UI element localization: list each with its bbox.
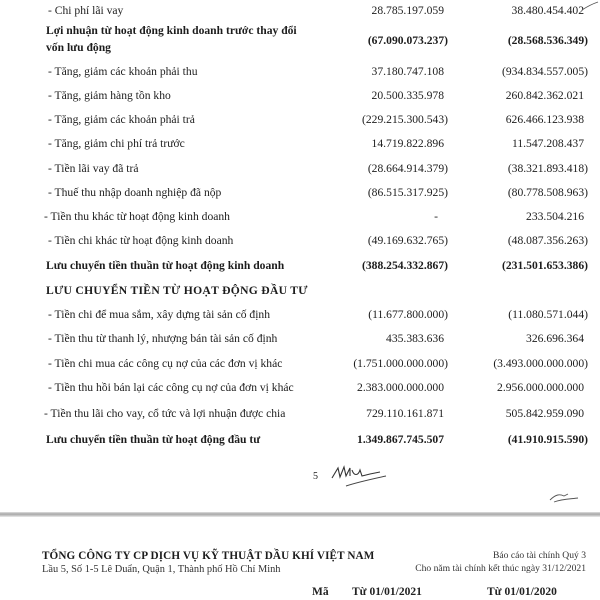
table-row	[0, 63, 600, 81]
table-row	[0, 184, 600, 202]
value-2021: (49.169.632.765)	[367, 234, 448, 247]
company-name: TỔNG CÔNG TY CP DỊCH VỤ KỸ THUẬT DẦU KHÍ VIỆT NAM	[42, 550, 375, 562]
value-2020: (38.321.893.418)	[507, 162, 588, 175]
value-2020: 326.696.364	[526, 332, 584, 345]
table-row	[0, 87, 600, 105]
value-2020: (934.834.557.005)	[502, 65, 588, 78]
table-row	[0, 355, 600, 373]
row-label: - Tiền chi mua các công cụ nợ của các đơn vị khác	[48, 357, 283, 370]
page-number: 5	[313, 471, 318, 482]
company-address: Lầu 5, Số 1-5 Lê Duẩn, Quận 1, Thành phố Hồ Chí Minh	[42, 564, 281, 575]
row-label: - Tiền chi để mua sắm, xây dựng tài sản cố định	[48, 308, 271, 321]
value-2021: 2.383.000.000.000	[357, 381, 444, 394]
signature-initials	[328, 462, 398, 494]
value-2021: 1.349.867.745.507	[357, 433, 444, 446]
value-2020: (11.080.571.044)	[508, 308, 588, 321]
value-2021: -	[434, 210, 438, 223]
value-2020: 626.466.123.938	[505, 113, 584, 126]
section-heading-row	[0, 282, 600, 300]
row-label: - Tiền lãi vay đã trả	[48, 162, 139, 175]
value-2021: 729.110.161.871	[366, 407, 444, 420]
total-row	[0, 257, 600, 275]
value-2020: 233.504.216	[526, 210, 584, 223]
table-row	[0, 160, 600, 178]
value-2021: 14.719.822.896	[371, 137, 444, 150]
value-2020: 2.956.000.000.000	[497, 381, 584, 394]
row-label: - Tiền thu hồi bán lại các công cụ nợ của đơn vị khác	[48, 381, 294, 394]
column-header-2020: Từ 01/01/2020	[487, 586, 557, 598]
table-row	[0, 405, 600, 423]
report-period: Cho năm tài chính kết thúc ngày 31/12/2021	[415, 563, 586, 574]
value-2020: (3.493.000.000.000)	[493, 357, 588, 370]
report-title: Báo cáo tài chính Quý 3	[493, 550, 586, 561]
table-row	[0, 135, 600, 153]
row-label: LƯU CHUYỂN TIỀN TỪ HOẠT ĐỘNG ĐẦU TƯ	[46, 284, 308, 297]
value-2020: (48.087.356.263)	[507, 234, 588, 247]
value-2021: (229.215.300.543)	[362, 113, 448, 126]
row-label: Lưu chuyển tiền thuần từ hoạt động đầu tư	[46, 433, 261, 446]
row-label: - Tiền thu lãi cho vay, cổ tức và lợi nhuận được chia	[44, 407, 286, 420]
table-row	[0, 111, 600, 129]
row-label: - Tăng, giảm hàng tồn kho	[48, 89, 171, 102]
value-2020: 505.842.959.090	[505, 407, 584, 420]
value-2021: 435.383.636	[386, 332, 444, 345]
row-label: - Tiền thu khác từ hoạt động kinh doanh	[44, 210, 230, 223]
total-row	[0, 431, 600, 449]
row-label: - Tăng, giảm các khoản phải thu	[48, 65, 198, 78]
value-2020: (80.778.508.963)	[507, 186, 588, 199]
row-label: - Thuế thu nhập doanh nghiệp đã nộp	[48, 186, 222, 199]
row-label: - Tiền chi khác từ hoạt động kinh doanh	[48, 234, 234, 247]
row-label: - Tăng, giảm các khoản phải trả	[48, 113, 195, 126]
value-2021: 28.785.197.059	[371, 4, 444, 17]
total-row	[0, 24, 600, 54]
row-label: Lưu chuyển tiền thuần từ hoạt động kinh doanh	[46, 259, 285, 272]
value-2020: 38.480.454.402	[511, 4, 584, 17]
column-header-code: Mã	[312, 586, 329, 598]
row-label: - Tăng, giảm chi phí trả trước	[48, 137, 185, 150]
value-2021: (28.664.914.379)	[367, 162, 448, 175]
value-2021: (1.751.000.000.000)	[353, 357, 448, 370]
value-2021: (11.677.800.000)	[368, 308, 448, 321]
value-2020: 11.547.208.437	[511, 137, 584, 150]
value-2021: (86.515.317.925)	[367, 186, 448, 199]
value-2020: (41.910.915.590)	[507, 433, 588, 446]
row-label: - Tiền thu từ thanh lý, nhượng bán tài sản cố định	[48, 332, 278, 345]
table-row	[0, 330, 600, 348]
table-row	[0, 232, 600, 250]
value-2021: 20.500.335.978	[371, 89, 444, 102]
table-row	[0, 379, 600, 397]
table-row	[0, 2, 600, 20]
value-2021: 37.180.747.108	[371, 65, 444, 78]
value-2021: (67.090.073.237)	[367, 34, 448, 47]
row-label: Lợi nhuận từ hoạt động kinh doanh trước thay đổi	[46, 24, 297, 37]
value-2020: (28.568.536.349)	[507, 34, 588, 47]
signature-mark	[548, 490, 584, 506]
row-label: - Chi phí lãi vay	[48, 4, 124, 17]
table-row	[0, 208, 600, 226]
value-2021: (388.254.332.867)	[362, 259, 448, 272]
value-2020: 260.842.362.021	[505, 89, 584, 102]
signature-mark-top	[580, 0, 600, 14]
table-row	[0, 306, 600, 324]
value-2020: (231.501.653.386)	[502, 259, 588, 272]
column-header-2021: Từ 01/01/2021	[352, 586, 422, 598]
row-label-continued: vốn lưu động	[46, 41, 111, 54]
